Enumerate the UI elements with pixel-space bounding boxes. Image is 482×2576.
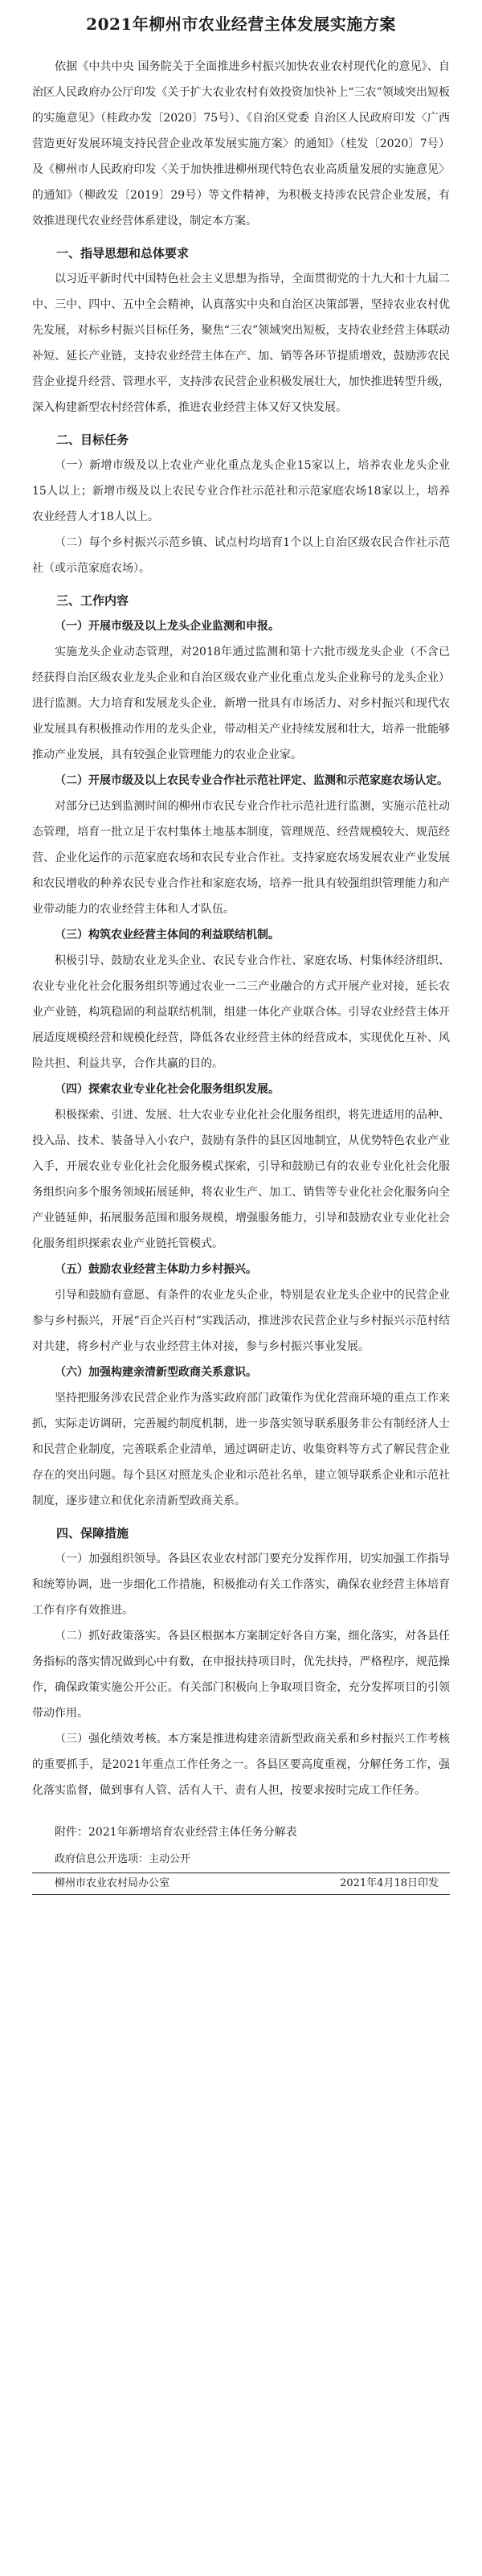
section-4-paragraph-1: （一）加强组织领导。各县区农业农村部门要充分发挥作用，切实加强工作指导和统筹协调，进一步细化工作措施，积极推动有关工作落实，确保农业经营主体培育工作有序有效推进。 xyxy=(32,1553,450,1617)
issuing-footer xyxy=(32,1873,450,1895)
section-3-paragraph-6: 坚持把服务涉农民营企业作为落实政府部门政策作为优化营商环境的重点工作来抓，实际走访调研，完善履约制度机制，进一步落实领导联系服务非公有制经济人士和民营企业制度，完善联系企业清单，通过调研走访、收集资料等方式了解民营企业存在的突出问题。每个县区对照龙头企业和示范社名单，建立领导联系企业和示范社制度，逐步建立和优化亲清新型政商关系。 xyxy=(32,1392,450,1507)
issuing-office: 柳州市农业农村局办公室 xyxy=(55,1877,170,1889)
section-3-subheading-4: （四）探索农业专业化社会化服务组织发展。 xyxy=(55,1083,280,1096)
attachment-line: 附件：2021年新增培育农业经营主体任务分解表 xyxy=(55,1826,297,1839)
section-3-paragraph-1: 实施龙头企业动态管理，对2018年通过监测和第十六批市级龙头企业（不含已经获得自治区级农业龙头企业和自治区级农业产业化重点龙头企业称号的龙头企业）进行监测。大力培育和发展龙头企业，新增一批具有市场活力、对乡村振兴和现代农业发展具有积极推动作用的龙头企业，带动相关产业持续发展和壮大，培养一批能够推动产业发展，具有较强企业管理能力的农业企业家。 xyxy=(32,646,450,761)
issue-date: 2021年4月18日印发 xyxy=(340,1877,439,1889)
section-3-subheading-1: （一）开展市级及以上龙头企业监测和申报。 xyxy=(55,620,280,633)
section-2-item-1: （一）新增市级及以上农业产业化重点龙头企业15家以上，培养农业龙头企业15人以上；新增市级及以上农民专业合作社示范社和示范家庭农场18家以上，培养农业经营人才18人以上。 xyxy=(32,459,450,523)
section-4-paragraph-2: （二）抓好政策落实。各县区根据本方案制定好各自方案，细化落实，对各县任务指标的落实情况做到心中有数，在申报扶持项目时，优先扶持，严格程序，规范操作，确保政策实施公开公正。有关部门积极向上争取项目资金，充分发挥项目的引领带动作用。 xyxy=(32,1630,450,1720)
section-3-subheading-3: （三）构筑农业经营主体间的利益联结机制。 xyxy=(55,929,280,941)
section-2-heading: 二、目标任务 xyxy=(56,433,129,447)
section-3-subheading-5: （五）鼓励农业经营主体助力乡村振兴。 xyxy=(55,1263,257,1276)
intro-paragraph: 依据《中共中央 国务院关于全面推进乡村振兴加快农业农村现代化的意见》、自治区人民政府办公厅印发《关于扩大农业农村有效投资加快补上“三农”领域突出短板的实施意见》（桂政办发〔2020〕75号）、《自治区党委 自治区人民政府印发〈广西营造更好发展环境支持民营企业改革发展实施方案〉的通知》（桂发〔2020〕7号）及《柳州市人民政府印发〈关于加快推进柳州现代特色农业高质量发展的实施意见〉的通知》（柳政发〔2019〕29号）等文件精神，为积极支持涉农民营企业发展，有效推进现代农业经营体系建设，制定本方案。 xyxy=(32,60,450,228)
section-3-paragraph-5: 引导和鼓励有意愿、有条件的农业龙头企业，特别是农业龙头企业中的民营企业参与乡村振兴，开展“百企兴百村”实践活动，推进涉农民营企业与乡村振兴示范村结对共建，将乡村产业与农业经营主体对接，参与乡村振兴事业发展。 xyxy=(32,1289,450,1353)
section-3-heading: 三、工作内容 xyxy=(56,593,129,608)
section-3-paragraph-2: 对部分已达到监测时间的柳州市农民专业合作社示范社进行监测，实施示范社动态管理，培育一批立足于农村集体土地基本制度，管理规范、经营规模较大、规范经营、企业化运作的示范家庭农场和农民专业合作社。支持家庭农场发展农业产业发展和农民增收的种养农民专业合作社和家庭农场，培养一批具有较强组织管理能力和产业带动能力的农业经营主体和人才队伍。 xyxy=(32,800,450,916)
section-2-item-2: （二）每个乡村振兴示范乡镇、试点村均培育1个以上自治区级农民合作社示范社（或示范家庭农场）。 xyxy=(32,536,450,575)
section-1-heading: 一、指导思想和总体要求 xyxy=(56,246,190,260)
section-1-paragraph: 以习近平新时代中国特色社会主义思想为指导，全面贯彻党的十九大和十九届二中、三中、四中、五中全会精神，认真落实中央和自治区决策部署，坚持农业农村优先发展，对标乡村振兴目标任务，聚焦“三农”领域突出短板，支持农业经营主体联动补短、延长产业链，支持农业经营主体在产、加、销等各环节提质增效，鼓励涉农民营企业提升经营、管理水平，支持涉农民营企业积极发展壮大，加快推进转型升级，深入构建新型农村经营体系，推进农业经营主体又好又快发展。 xyxy=(32,273,450,414)
section-3-paragraph-4: 积极探索、引进、发展、壮大农业专业化社会化服务组织，将先进适用的品种、投入品、技术、装备导入小农户，鼓励有条件的县区因地制宜，从优势特色农业产业入手，开展农业专业化社会化服务模式探索，引导和鼓励已有的农业专业化社会化服务组织向多个服务领域拓展延伸，将农业生产、加工、销售等专业化社会化服务向全产业链延伸，拓展服务范围和服务规模，增强服务能力，引导和鼓励农业专业化社会化服务组织探索农业产业链托管模式。 xyxy=(32,1109,450,1250)
section-3-subheading-2: （二）开展市级及以上农民专业合作社示范社评定、监测和示范家庭农场认定。 xyxy=(55,774,448,787)
section-3-subheading-6: （六）加强构建亲清新型政商关系意识。 xyxy=(55,1366,257,1379)
document-title: 2021年柳州市农业经营主体发展实施方案 xyxy=(86,14,396,34)
publicity-option: 政府信息公开选项：主动公开 xyxy=(55,1853,191,1865)
section-4-heading: 四、保障措施 xyxy=(56,1526,129,1540)
section-4-paragraph-3: （三）强化绩效考核。本方案是推进构建亲清新型政商关系和乡村振兴工作考核的重要抓手，是2021年重点工作任务之一。各县区要高度重视，分解任务工作，强化落实监督，做到事有人管、活有人干、责有人担，按要求按时完成工作任务。 xyxy=(32,1733,450,1797)
section-3-paragraph-3: 积极引导、鼓励农业龙头企业、农民专业合作社、家庭农场、村集体经济组织、农业专业化社会化服务组织等通过农业一二三产业融合的方式开展产业对接，延长农业产业链，构筑稳固的利益联结机制，组建一体化产业联合体。引导农业经营主体开展适度规模经营和规模化经营，降低各农业经营主体的经营成本，实现优化互补、风险共担、利益共享，合作共赢的目的。 xyxy=(32,954,450,1070)
